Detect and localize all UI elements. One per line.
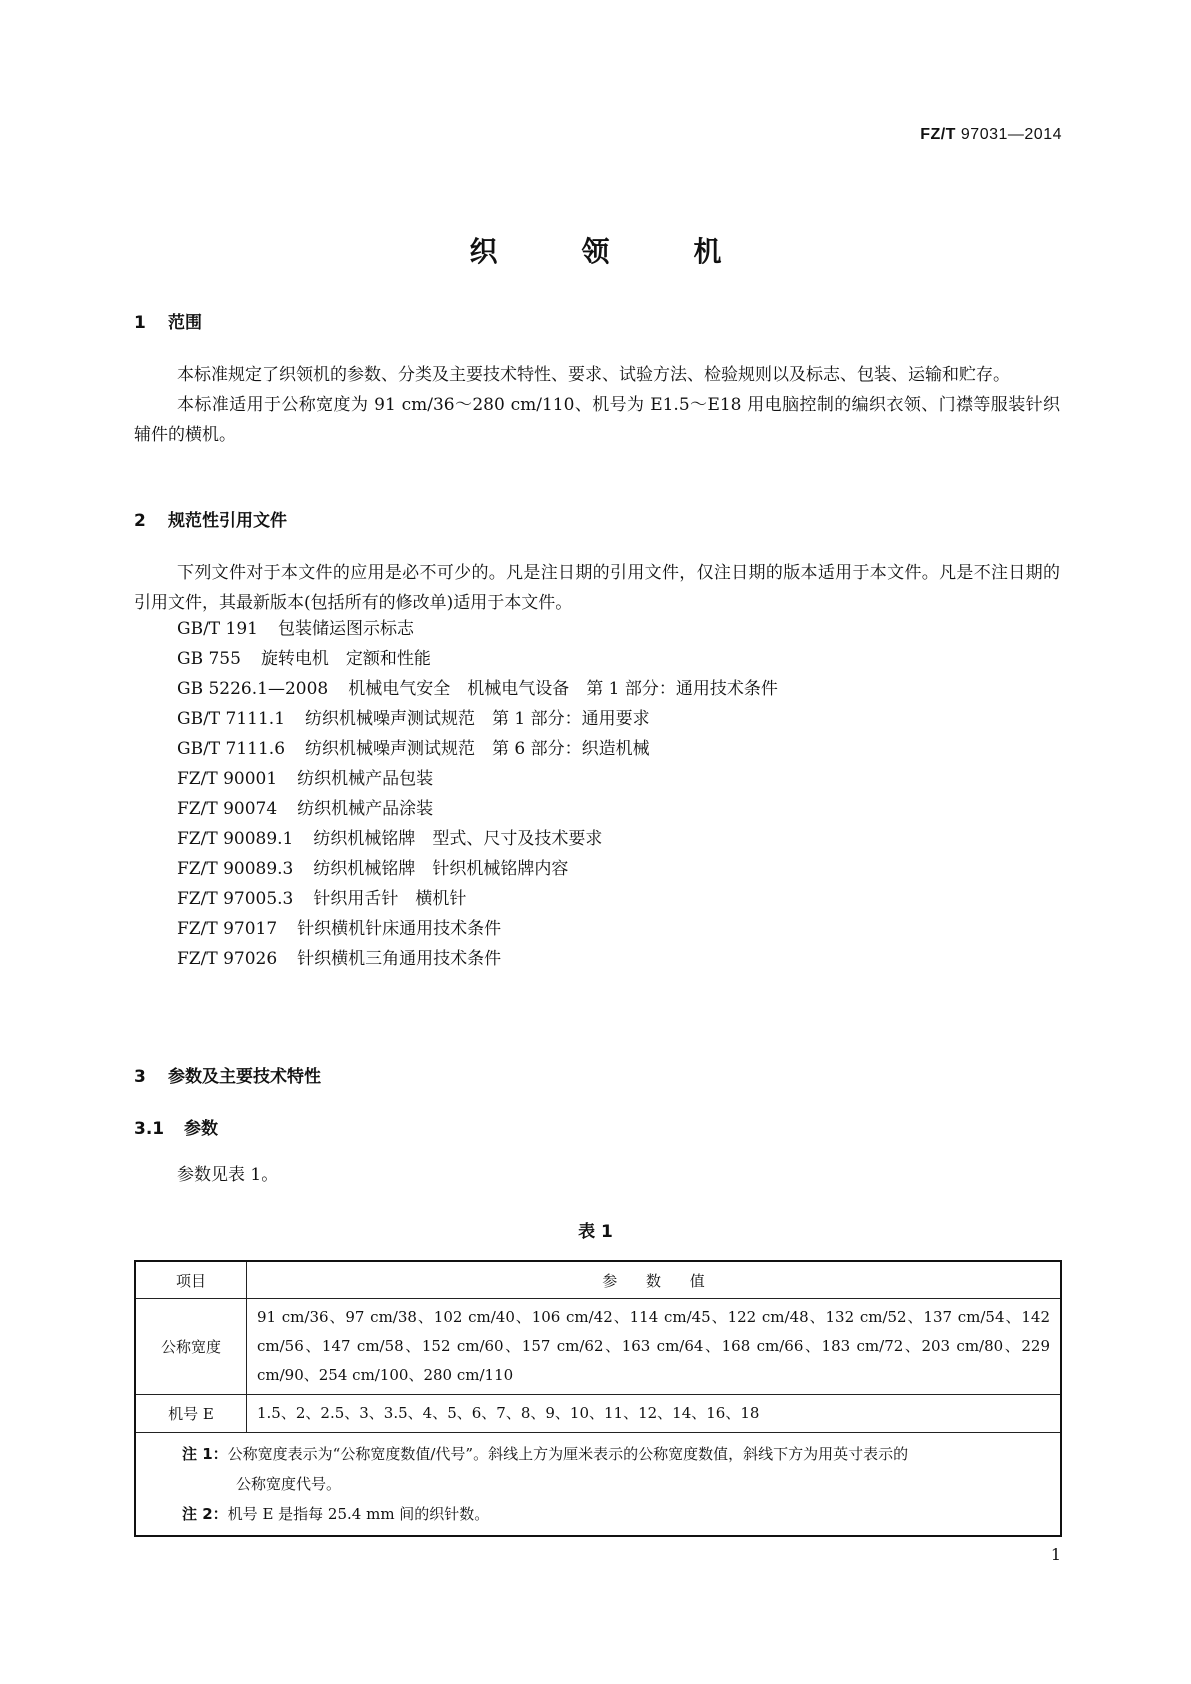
reference-title: 纺织机械铭牌 型式、尺寸及技术要求 — [313, 829, 603, 849]
row-value: 1.5、2、2.5、3、3.5、4、5、6、7、8、9、10、11、12、14、16、18 — [247, 1395, 1062, 1433]
table-notes — [135, 1433, 1061, 1537]
row-value: 91 cm/36、97 cm/38、102 cm/40、106 cm/42、114 cm/45、122 cm/48、132 cm/52、137 cm/54、142 cm/56、147 cm/58、152 cm/60、157 cm/62、163 cm/64、168 cm/66、183 cm/72、203 cm/80、229 cm/90、254 cm/100、280 cm/110 — [247, 1299, 1062, 1395]
reference-title: 纺织机械产品包装 — [297, 769, 434, 789]
document-title: 织 领 机 — [469, 235, 750, 268]
table-row — [135, 1299, 1061, 1395]
header-item: 项目 — [135, 1261, 247, 1299]
standard-code: 97031—2014 — [960, 126, 1062, 143]
section-3-heading — [134, 1062, 321, 1087]
reference-code: GB/T 191 — [177, 619, 258, 639]
section-title: 参数 — [184, 1119, 218, 1139]
header-value: 参 数 值 — [247, 1261, 1062, 1299]
scope-paragraphs — [134, 360, 1060, 450]
reference-item — [177, 704, 778, 734]
standard-prefix: FZ/T — [920, 126, 956, 143]
row-label: 公称宽度 — [135, 1299, 247, 1395]
section-number: 3 — [134, 1067, 146, 1087]
references-intro — [134, 558, 1060, 618]
reference-item — [177, 734, 778, 764]
reference-code: GB/T 7111.6 — [177, 739, 286, 759]
reference-title: 包装储运图示标志 — [278, 619, 414, 639]
row-label: 机号 E — [135, 1395, 247, 1433]
reference-list — [177, 614, 778, 974]
reference-code: FZ/T 97017 — [177, 919, 278, 939]
table-caption: 表 1 — [578, 1222, 613, 1242]
reference-item — [177, 884, 778, 914]
reference-item — [177, 914, 778, 944]
section-number: 3.1 — [134, 1119, 165, 1139]
scope-paragraph-1: 本标准规定了织领机的参数、分类及主要技术特性、要求、试验方法、检验规则以及标志、包装、运输和贮存。 — [177, 365, 1010, 385]
section-3-1-heading — [134, 1114, 218, 1139]
table-note-2 — [182, 1499, 1050, 1529]
reference-title: 纺织机械产品涂装 — [297, 799, 434, 819]
note-text: 机号 E 是指每 25.4 mm 间的织针数。 — [227, 1505, 490, 1523]
note-continuation: 公称宽度代号。 — [236, 1475, 342, 1493]
reference-code: FZ/T 90001 — [177, 769, 278, 789]
reference-title: 纺织机械噪声测试规范 第 1 部分：通用要求 — [305, 709, 650, 729]
section-number: 1 — [134, 313, 146, 333]
reference-item — [177, 674, 778, 704]
reference-title: 针织横机三角通用技术条件 — [297, 949, 502, 969]
note-label: 注 2： — [182, 1505, 228, 1523]
table-row — [135, 1395, 1061, 1433]
reference-title: 纺织机械噪声测试规范 第 6 部分：织造机械 — [305, 739, 650, 759]
scope-paragraph-2: 本标准适用于公称宽度为 91 cm/36～280 cm/110、机号为 E1.5～E18 用电脑控制的编织衣领、门襟等服装针织辅件的横机。 — [134, 395, 1060, 445]
section-title: 参数及主要技术特性 — [168, 1067, 321, 1087]
section-2-heading — [134, 506, 287, 531]
section-number: 2 — [134, 511, 146, 531]
reference-title: 纺织机械铭牌 针织机械铭牌内容 — [313, 859, 569, 879]
reference-code: FZ/T 97005.3 — [177, 889, 294, 909]
table-header-row — [135, 1261, 1061, 1299]
reference-code: GB/T 7111.1 — [177, 709, 286, 729]
reference-title: 针织横机针床通用技术条件 — [297, 919, 502, 939]
note-label: 注 1： — [182, 1445, 228, 1463]
table-notes-row — [135, 1433, 1061, 1537]
reference-title: 机械电气安全 机械电气设备 第 1 部分：通用技术条件 — [348, 679, 778, 699]
reference-item — [177, 794, 778, 824]
note-text: 公称宽度表示为“公称宽度数值/代号”。斜线上方为厘米表示的公称宽度数值，斜线下方为用英寸表示的 — [227, 1445, 909, 1463]
parameter-table — [134, 1260, 1062, 1537]
reference-code: FZ/T 90089.1 — [177, 829, 294, 849]
page-number: 1 — [1050, 1545, 1061, 1564]
params-reference — [134, 1160, 1060, 1190]
reference-item — [177, 824, 778, 854]
section-1-heading — [134, 308, 202, 333]
reference-code: FZ/T 90074 — [177, 799, 278, 819]
reference-code: FZ/T 97026 — [177, 949, 278, 969]
standard-number — [920, 126, 1062, 144]
reference-title: 旋转电机 定额和性能 — [260, 649, 431, 669]
reference-item — [177, 614, 778, 644]
reference-item — [177, 764, 778, 794]
table-note-1 — [182, 1439, 1050, 1469]
reference-item — [177, 944, 778, 974]
reference-code: FZ/T 90089.3 — [177, 859, 294, 879]
params-reference-text: 参数见表 1。 — [177, 1165, 279, 1185]
reference-title: 针织用舌针 横机针 — [313, 889, 467, 909]
references-intro-text: 下列文件对于本文件的应用是必不可少的。凡是注日期的引用文件，仅注日期的版本适用于本文件。凡是不注日期的引用文件，其最新版本(包括所有的修改单)适用于本文件。 — [134, 563, 1060, 613]
reference-item — [177, 644, 778, 674]
section-title: 规范性引用文件 — [168, 511, 287, 531]
section-title: 范围 — [168, 313, 202, 333]
reference-item — [177, 854, 778, 884]
reference-code: GB 5226.1—2008 — [177, 679, 329, 699]
reference-code: GB 755 — [177, 649, 241, 669]
